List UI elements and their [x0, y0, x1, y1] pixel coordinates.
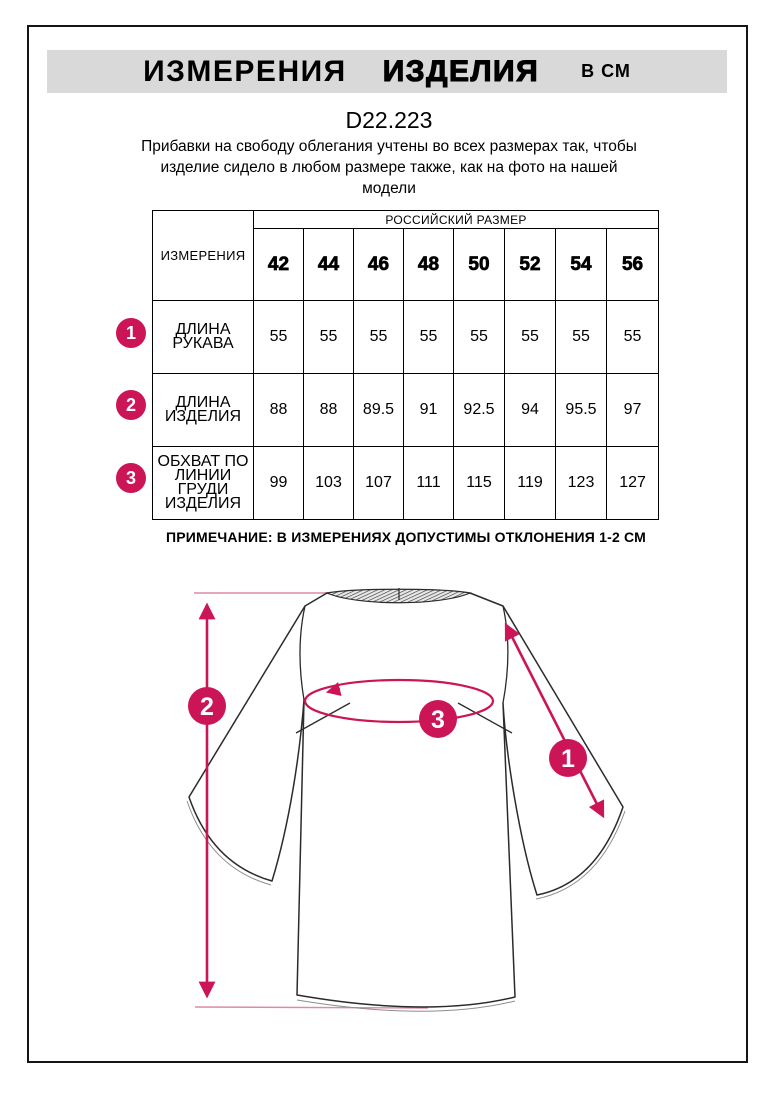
size-header: 48 [404, 229, 454, 301]
value-cell: 55 [354, 301, 404, 374]
row-label: ДЛИНА ИЗДЕЛИЯ [153, 374, 254, 447]
fit-description-line: Прибавки на свободу облегания учтены во всех размерах так, чтобы [141, 138, 637, 155]
page-title-measurements: ИЗМЕРЕНИЯ [143, 54, 347, 88]
size-header: 50 [454, 229, 505, 301]
measurements-table [152, 210, 659, 520]
fit-description-line: модели [362, 180, 416, 197]
tolerance-note: ПРИМЕЧАНИЕ: В ИЗМЕРЕНИЯХ ДОПУСТИМЫ ОТКЛОНЕНИЯ 1-2 СМ [165, 529, 647, 545]
size-group-header: РОССИЙСКИЙ РАЗМЕР [254, 211, 659, 229]
page-title-product: ИЗДЕЛИЯ [382, 54, 540, 88]
value-cell: 95.5 [556, 374, 607, 447]
size-header: 42 [254, 229, 304, 301]
diagram-marker-chest-girth [419, 700, 457, 738]
value-cell: 92.5 [454, 374, 505, 447]
units-label: В СМ [581, 61, 631, 81]
value-cell: 115 [454, 447, 505, 520]
value-cell: 119 [505, 447, 556, 520]
value-cell: 55 [607, 301, 659, 374]
bottom-reference-line [195, 1007, 428, 1008]
value-cell: 55 [304, 301, 354, 374]
row-label: ДЛИНА РУКАВА [153, 301, 254, 374]
row-number-badge-3: 3 [116, 463, 146, 493]
fit-description-line: изделие сидело в любом размере также, как на фото на нашей [160, 159, 618, 176]
value-cell: 103 [304, 447, 354, 520]
table-row-item-length [153, 374, 659, 447]
value-cell: 88 [304, 374, 354, 447]
svg-text:2: 2 [200, 692, 214, 721]
size-header: 52 [505, 229, 556, 301]
size-header: 46 [354, 229, 404, 301]
value-cell: 107 [354, 447, 404, 520]
row-number-badge-1: 1 [116, 318, 146, 348]
value-cell: 55 [505, 301, 556, 374]
row-label: ОБХВАТ ПО ЛИНИИ ГРУДИ ИЗДЕЛИЯ [153, 447, 254, 520]
row-number-badge-2: 2 [116, 390, 146, 420]
svg-text:3: 3 [431, 705, 445, 734]
size-header: 54 [556, 229, 607, 301]
value-cell: 55 [404, 301, 454, 374]
fit-description [0, 136, 778, 199]
value-cell: 88 [254, 374, 304, 447]
value-cell: 91 [404, 374, 454, 447]
garment-outline [189, 593, 623, 1007]
value-cell: 127 [607, 447, 659, 520]
value-cell: 55 [556, 301, 607, 374]
value-cell: 94 [505, 374, 556, 447]
value-cell: 55 [254, 301, 304, 374]
table-row-chest-girth [153, 447, 659, 520]
header-bar [47, 50, 727, 93]
garment-technical-drawing [100, 560, 680, 1040]
value-cell: 123 [556, 447, 607, 520]
value-cell: 111 [404, 447, 454, 520]
product-code: D22.223 [345, 107, 433, 133]
size-header: 56 [607, 229, 659, 301]
svg-text:1: 1 [561, 744, 575, 773]
diagram-marker-item-length [188, 687, 226, 725]
value-cell: 89.5 [354, 374, 404, 447]
value-cell: 55 [454, 301, 505, 374]
size-header: 44 [304, 229, 354, 301]
diagram-marker-sleeve-length [549, 739, 587, 777]
measurements-column-header: ИЗМЕРЕНИЯ [153, 211, 254, 301]
value-cell: 97 [607, 374, 659, 447]
value-cell: 99 [254, 447, 304, 520]
table-row-sleeve-length [153, 301, 659, 374]
